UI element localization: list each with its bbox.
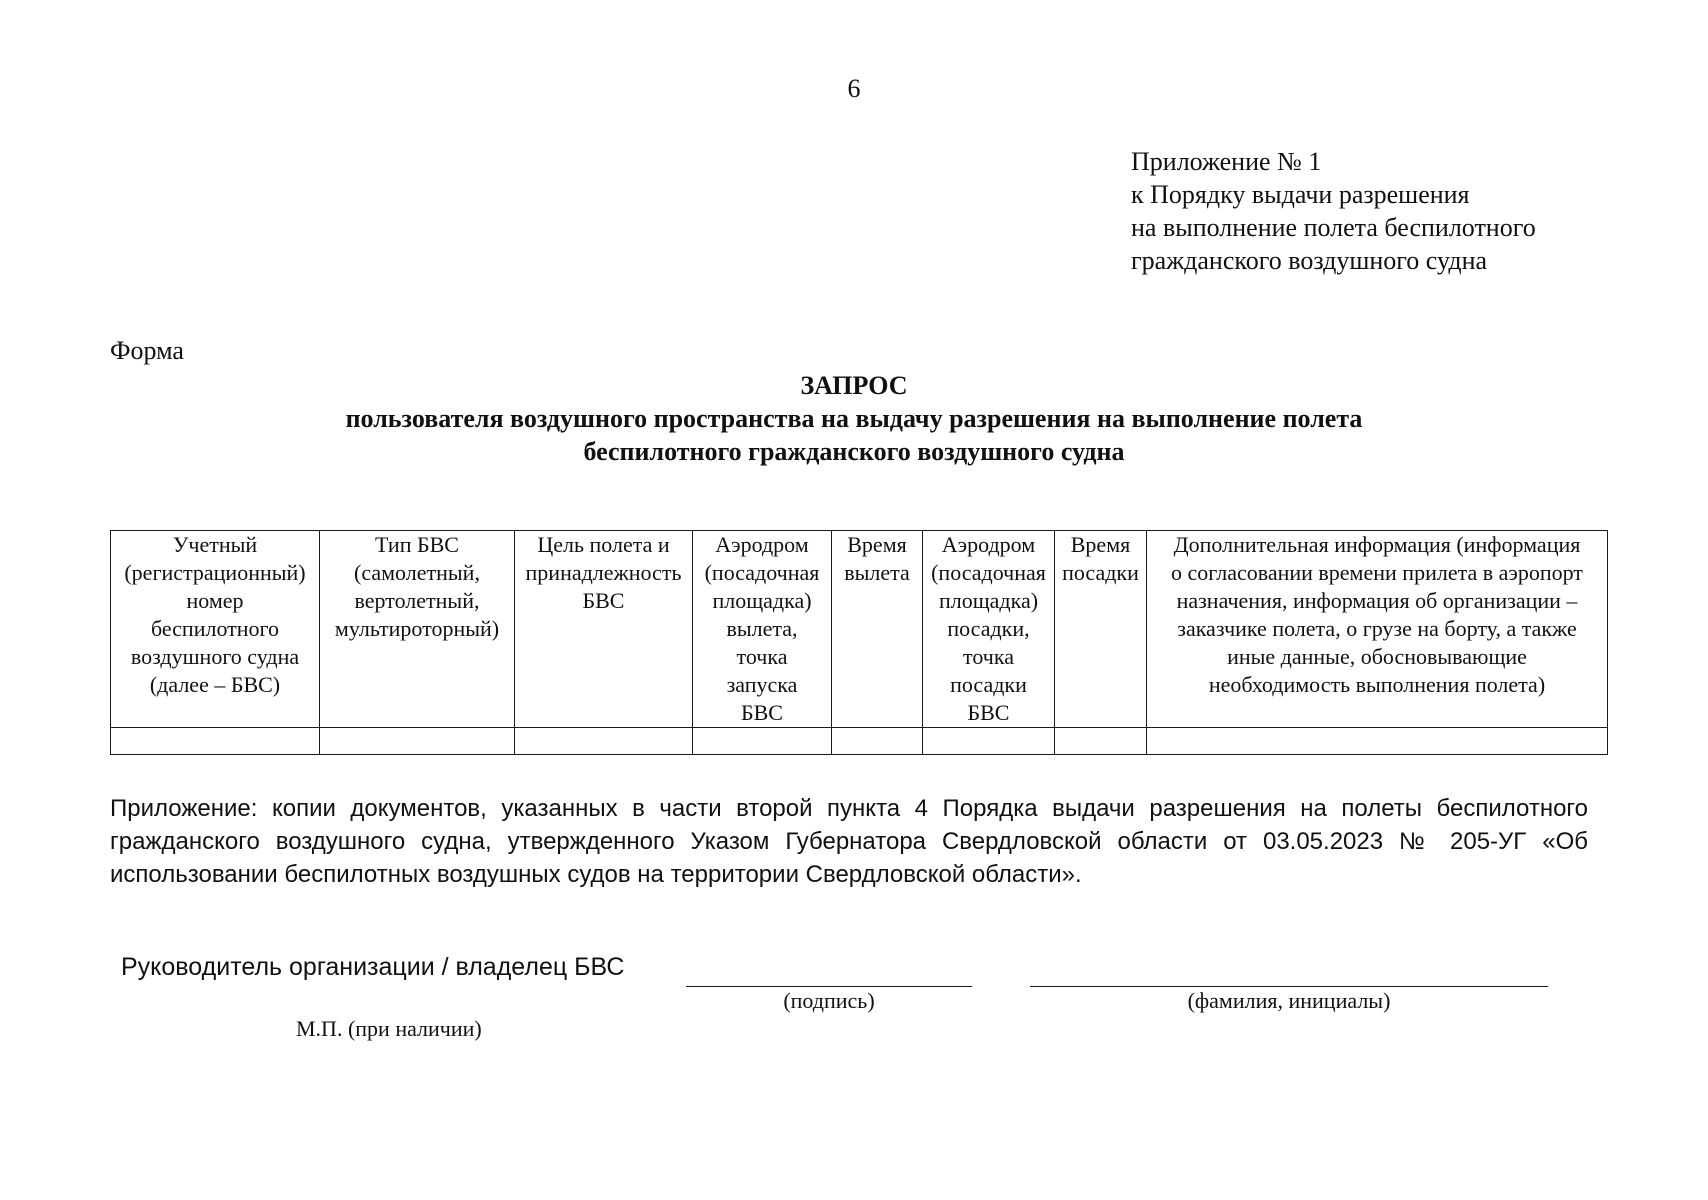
attachment-note: Приложение: копии документов, указанных в части второй пункта 4 Порядка выдачи разрешения на полеты беспилотного гражданского воздушного судна, утвержденного Указом Губернатора Свердловской области от 03.05.2023 № 205-УГ «Об использовании беспилотных воздушных судов на территории Свердловской области».	[110, 795, 1588, 888]
appendix-line: гражданского воздушного судна	[1131, 246, 1488, 275]
table-cell	[320, 728, 515, 755]
header-additional-info: Дополнительная информация (информация о согласовании времени прилета в аэропорт назначения, информация об организации – заказчике полета, о грузе на борту, а также иные данные, обосновывающие необходимость выполнения полета)	[1147, 531, 1608, 728]
name-caption: (фамилия, инициалы)	[1187, 988, 1391, 1013]
header-flight-purpose: Цель полета и принадлежность БВС	[515, 531, 693, 728]
request-table	[110, 530, 1608, 755]
table-cell	[1055, 728, 1147, 755]
signature-caption: (подпись)	[783, 988, 875, 1013]
header-landing-aerodrome: Аэродром (посадочная площадка) посадки, точка посадки БВС	[923, 531, 1055, 728]
header-registration-number: Учетный (регистрационный) номер беспилотного воздушного судна (далее – БВС)	[111, 531, 320, 728]
table-cell	[832, 728, 923, 755]
appendix-line: на выполнение полета беспилотного	[1131, 213, 1536, 242]
table-cell	[1147, 728, 1608, 755]
table-row	[111, 728, 1608, 755]
page-number: 6	[847, 74, 861, 103]
title-line: беспилотного гражданского воздушного судна	[583, 437, 1125, 466]
appendix-reference	[1131, 145, 1536, 277]
stamp-note: М.П. (при наличии)	[296, 1016, 482, 1041]
name-line	[1030, 986, 1548, 987]
header-departure-aerodrome: Аэродром (посадочная площадка) вылета, точка запуска БВС	[693, 531, 832, 728]
table-cell	[693, 728, 832, 755]
signer-label: Руководитель организации / владелец БВС	[121, 953, 625, 981]
form-label: Форма	[110, 336, 184, 365]
title-line: пользователя воздушного пространства на выдачу разрешения на выполнение полета	[345, 404, 1363, 433]
header-departure-time: Время вылета	[832, 531, 923, 728]
header-aircraft-type: Тип БВС (самолетный, вертолетный, мультироторный)	[320, 531, 515, 728]
appendix-line: Приложение № 1	[1131, 147, 1322, 176]
document-title	[0, 369, 1708, 468]
title-main: ЗАПРОС	[800, 371, 908, 400]
appendix-line: к Порядку выдачи разрешения	[1131, 180, 1470, 209]
table-cell	[515, 728, 693, 755]
table-cell	[111, 728, 320, 755]
table-header-row	[111, 531, 1608, 728]
header-landing-time: Время посадки	[1055, 531, 1147, 728]
signature-line	[686, 986, 972, 987]
table-cell	[923, 728, 1055, 755]
